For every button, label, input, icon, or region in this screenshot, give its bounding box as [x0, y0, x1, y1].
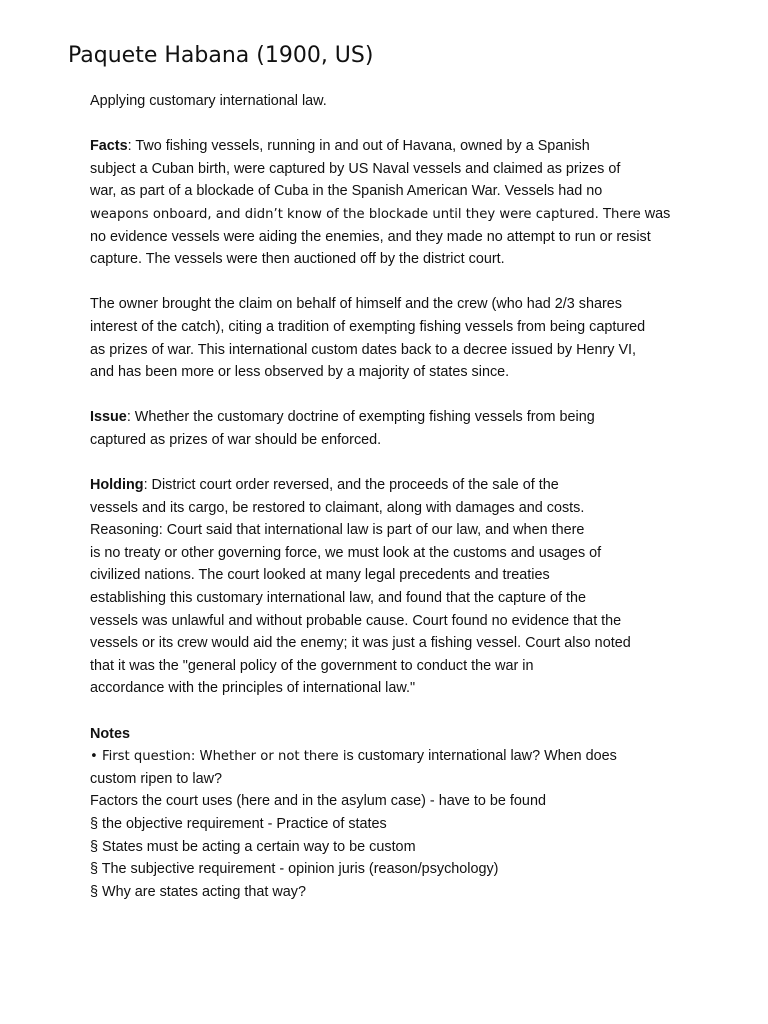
facts-label: Facts — [90, 138, 128, 155]
reasoning-line: is no treaty or other governing force, we must look at the customs and usages of — [90, 544, 602, 561]
issue-line — [90, 406, 690, 429]
facts-line: capture. The vessels were then auctioned off by the district court. — [90, 251, 505, 268]
notes-bullet-alt-font: • First question: Whether or not there i — [90, 749, 347, 765]
reasoning-line: establishing this customary international law, and found that the capture of the — [90, 590, 586, 607]
facts-line — [90, 135, 690, 158]
notes-bullet-text: s customary international law? When does — [346, 748, 617, 765]
owner-line: interest of the catch), citing a tradition of exempting fishing vessels from being captured — [90, 318, 646, 335]
paragraph-gap — [90, 452, 690, 475]
owner-line: as prizes of war. This international custom dates back to a decree issued by Henry VI, — [90, 341, 637, 358]
reasoning-line: vessels was unlawful and without probable cause. Court found no evidence that the — [90, 612, 622, 629]
document-title: Paquete Habana (1900, US) — [68, 43, 374, 68]
issue-text: : Whether the customary doctrine of exempting fishing vessels from being — [126, 409, 595, 426]
holding-line — [90, 474, 690, 497]
reasoning-line: vessels or its crew would aid the enemy; it was just a fishing vessel. Court also noted — [90, 635, 631, 652]
notes-heading: Notes — [90, 725, 130, 742]
notes-bullet-line — [90, 745, 690, 768]
holding-text: : District court order reversed, and the proceeds of the sale of the — [143, 477, 559, 494]
facts-line: no evidence vessels were aiding the enemies, and they made no attempt to run or resist — [90, 228, 651, 245]
notes-bullet-line: custom ripen to law? — [90, 770, 222, 787]
notes-section-item: § States must be acting a certain way to be custom — [90, 838, 416, 855]
facts-text: was — [640, 205, 671, 222]
facts-line: war, as part of a blockade of Cuba in the Spanish American War. Vessels had no — [90, 183, 603, 200]
notes-section-item: § the objective requirement - Practice of states — [90, 816, 387, 832]
reasoning-line: that it was the "general policy of the government to conduct the war in — [90, 657, 534, 674]
owner-line: The owner brought the claim on behalf of himself and the crew (who had 2/3 shares — [90, 296, 622, 313]
intro-line: Applying customary international law. — [90, 93, 327, 109]
owner-line: and has been more or less observed by a majority of states since. — [90, 364, 510, 381]
paragraph-gap — [90, 113, 690, 136]
document-body — [90, 90, 690, 903]
reasoning-line: accordance with the principles of international law." — [90, 680, 416, 697]
paragraph-gap — [90, 271, 690, 294]
holding-label: Holding — [90, 477, 144, 494]
paragraph-gap — [90, 384, 690, 407]
facts-line: subject a Cuban birth, were captured by US Naval vessels and claimed as prizes of — [90, 160, 621, 177]
notes-section-item: § Why are states acting that way? — [90, 883, 306, 900]
paragraph-gap — [90, 700, 690, 723]
reasoning-line: Reasoning: Court said that international law is part of our law, and when there — [90, 522, 585, 539]
notes-section-item: § The subjective requirement - opinion juris (reason/psychology) — [90, 861, 499, 878]
reasoning-line: civilized nations. The court looked at many legal precedents and treaties — [90, 567, 550, 584]
facts-line — [90, 203, 690, 226]
facts-text-alt-font: weapons onboard, and didn’t know of the blockade until they were captured. There — [90, 206, 641, 222]
issue-label: Issue — [90, 409, 127, 426]
holding-line: vessels and its cargo, be restored to claimant, along with damages and costs. — [90, 499, 585, 516]
issue-line: captured as prizes of war should be enforced. — [90, 431, 382, 448]
facts-text: : Two fishing vessels, running in and out of Havana, owned by a Spanish — [127, 138, 590, 155]
notes-factors-line: Factors the court uses (here and in the asylum case) - have to be found — [90, 793, 546, 810]
